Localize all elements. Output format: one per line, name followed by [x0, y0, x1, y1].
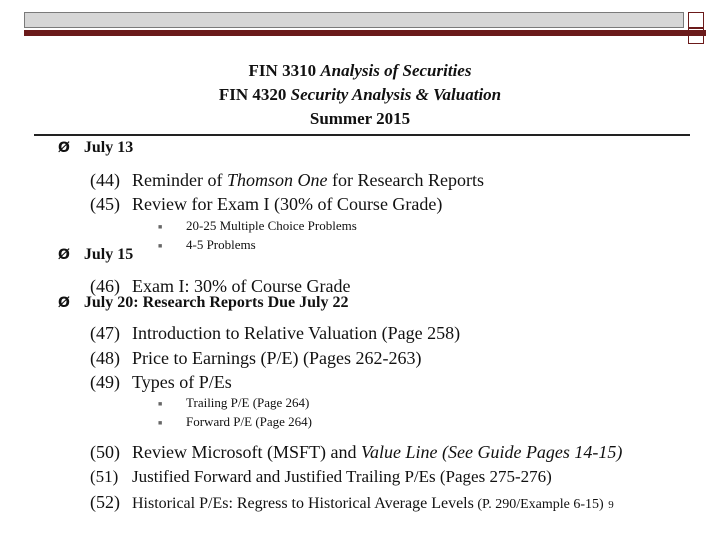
item-46: (46) Exam I: 30% of Course Grade: [90, 276, 351, 296]
item-49: (49) Types of P/Es: [90, 372, 232, 392]
arrow-bullet-icon: Ø: [58, 140, 70, 156]
item-50: (50) Review Microsoft (MSFT) and Value Line (See Guide Pages 14-15): [90, 442, 623, 462]
arrow-bullet-icon: Ø: [58, 295, 70, 311]
title-line-1: FIN 3310 Analysis of Securities: [248, 61, 472, 80]
square-bullet-icon: ■: [158, 419, 163, 428]
item-48: (48) Price to Earnings (P/E) (Pages 262-263): [90, 348, 422, 368]
sub-item-forward-pe: ■ Forward P/E (Page 264): [158, 414, 313, 429]
title-line-2: FIN 4320 Security Analysis & Valuation: [218, 85, 502, 104]
page-number: 9: [608, 499, 614, 511]
bullet-july-20: Ø July 20: Research Reports Due July 22: [58, 294, 349, 311]
item-47: (47) Introduction to Relative Valuation (Page 258): [90, 323, 461, 343]
sub-item-problems: ■ 4-5 Problems: [158, 237, 256, 252]
item-51: (51) Justified Forward and Justified Trailing P/Es (Pages 275-276): [90, 467, 552, 486]
square-bullet-icon: ■: [158, 223, 163, 232]
item-52: (52) Historical P/Es: Regress to Historical Average Levels (P. 290/Example 6-15) 9: [90, 492, 614, 512]
arrow-bullet-icon: Ø: [58, 247, 70, 263]
sub-item-trailing-pe: ■ Trailing P/E (Page 264): [158, 395, 310, 410]
title-rule: [34, 134, 690, 136]
top-accent-line: [24, 30, 706, 36]
square-bullet-icon: ■: [158, 400, 163, 409]
bullet-july-13: Ø July 13: [58, 139, 134, 156]
item-45: (45) Review for Exam I (30% of Course Grade): [90, 194, 443, 214]
corner-square-top: [688, 12, 704, 28]
item-44: (44) Reminder of Thomson One for Research Reports: [90, 170, 484, 190]
title-line-3: Summer 2015: [309, 109, 411, 128]
bullet-july-15: Ø July 15: [58, 246, 134, 263]
top-band: [24, 12, 684, 28]
square-bullet-icon: ■: [158, 242, 163, 251]
sub-item-choice-problems: ■ 20-25 Multiple Choice Problems: [158, 218, 357, 233]
